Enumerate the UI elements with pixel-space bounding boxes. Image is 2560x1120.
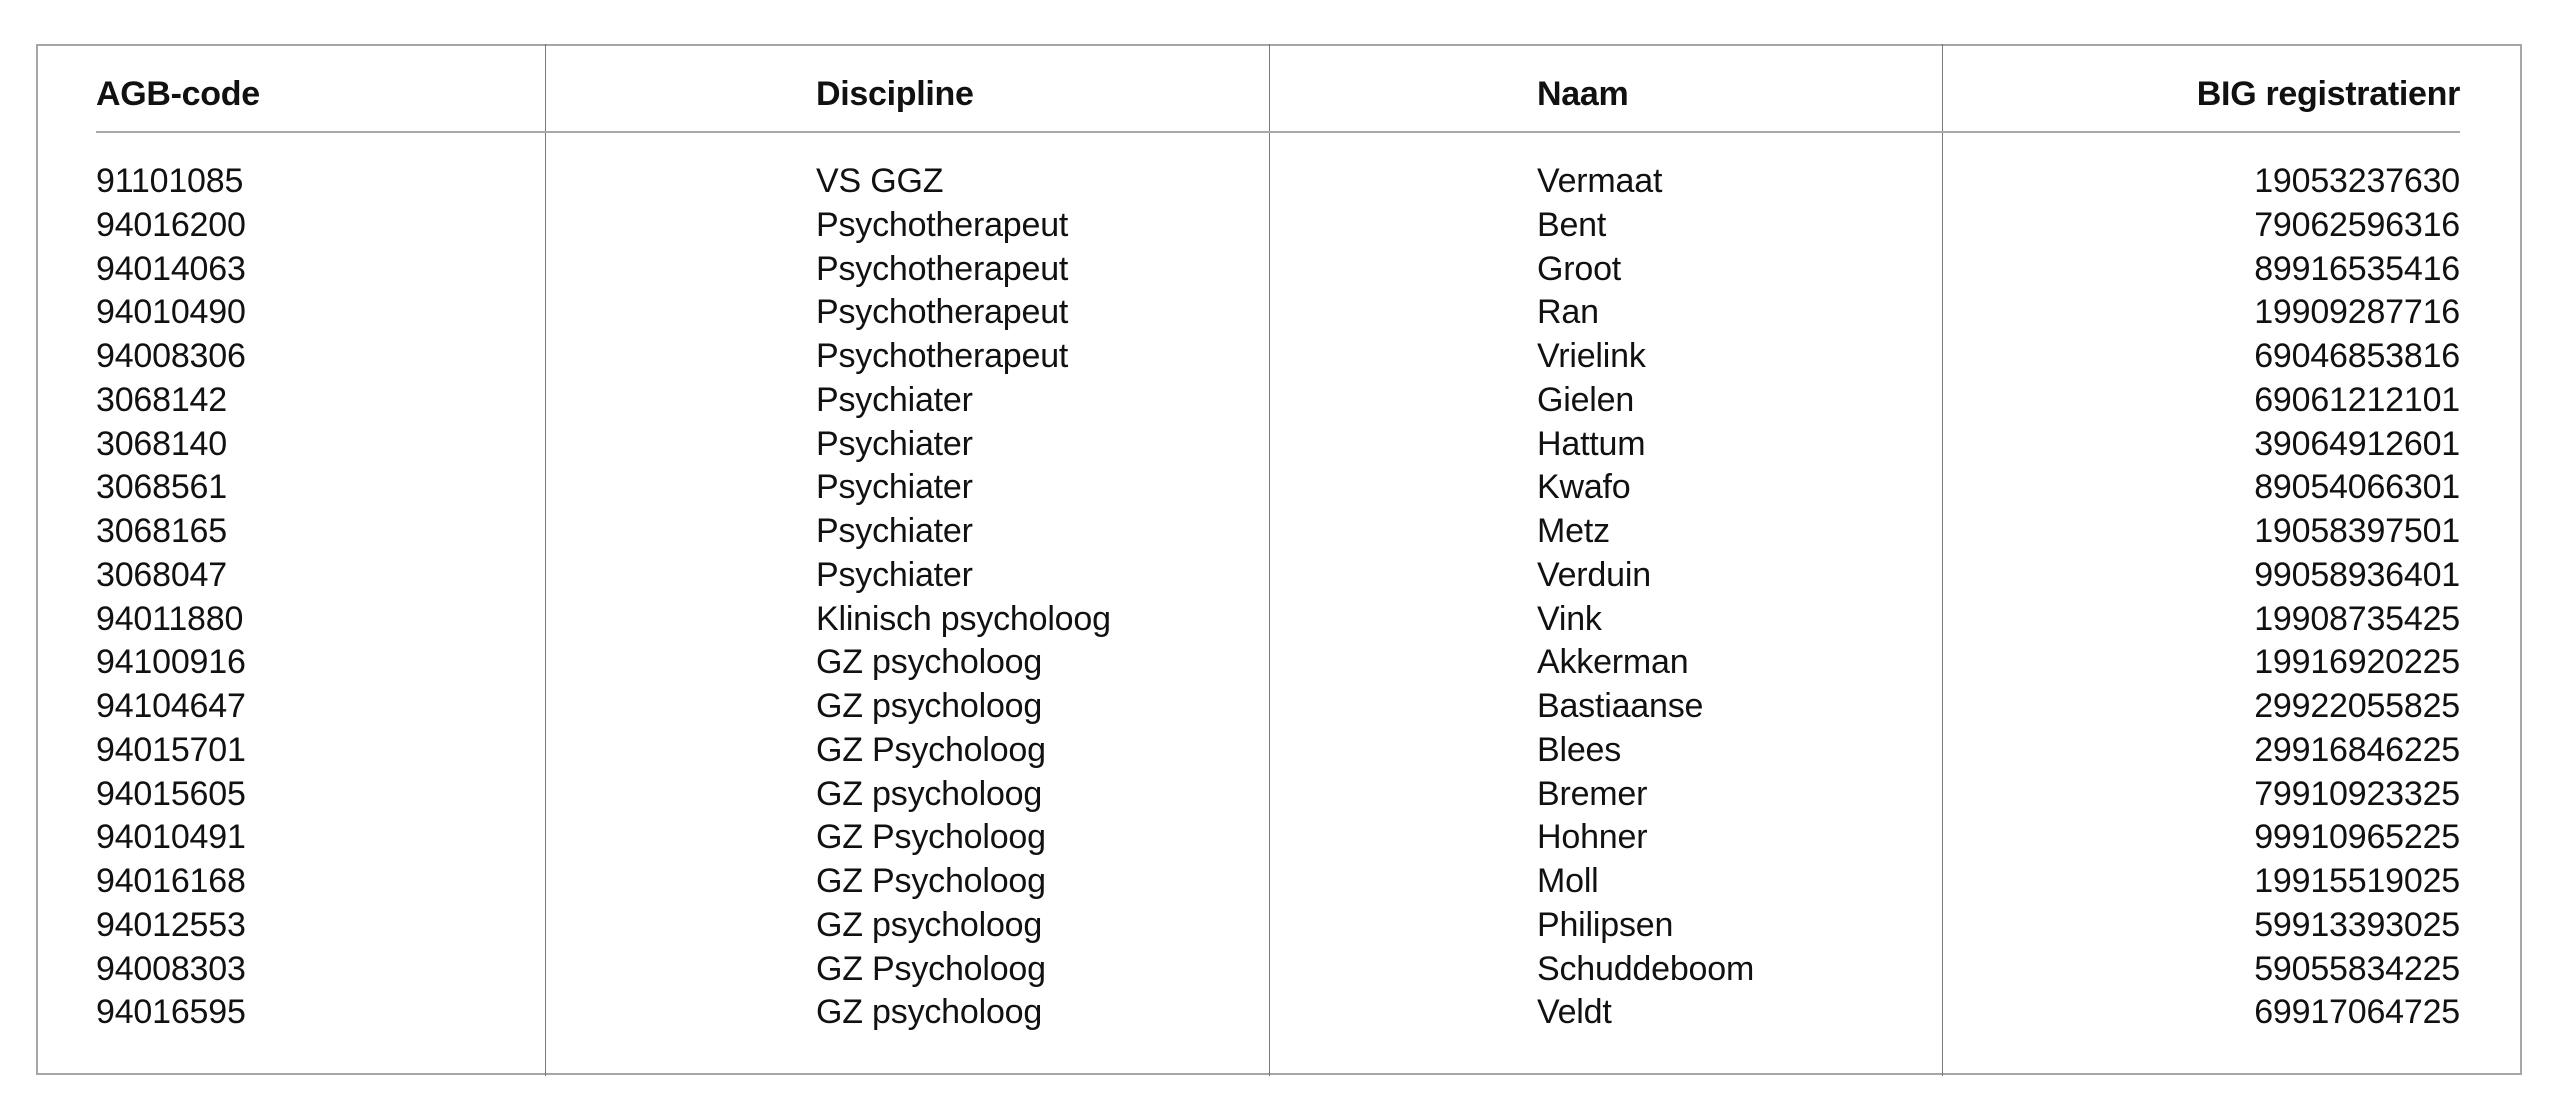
big-registratienr-cell: 59913393025 — [2254, 905, 2460, 944]
discipline-cell: GZ psycholoog — [816, 774, 1043, 813]
big-registratienr-cell: 59055834225 — [2254, 949, 2460, 988]
naam-cell: Veldt — [1537, 993, 1612, 1032]
discipline-cell: GZ Psycholoog — [816, 818, 1046, 857]
big-registratienr-cell: 19909287716 — [2254, 293, 2460, 332]
discipline-cell: Psychiater — [816, 380, 973, 419]
discipline-cell: Psychiater — [816, 555, 973, 594]
naam-cell: Ran — [1537, 293, 1599, 332]
column-divider-2 — [1269, 44, 1270, 1076]
agb-code-cell: 94011880 — [96, 599, 244, 638]
naam-cell: Vermaat — [1537, 162, 1663, 200]
agb-code-cell: 3068165 — [96, 512, 227, 550]
big-registratienr-cell: 19916920225 — [2254, 643, 2460, 682]
naam-cell: Blees — [1537, 730, 1622, 769]
discipline-cell: Psychotherapeut — [816, 337, 1069, 375]
agb-code-cell: 94104647 — [96, 687, 246, 725]
big-registratienr-cell: 29922055825 — [2254, 687, 2460, 725]
agb-code-cell: 94015701 — [96, 730, 246, 769]
naam-cell: Verduin — [1537, 555, 1651, 594]
discipline-cell: GZ psycholoog — [816, 687, 1043, 725]
naam-cell: Metz — [1537, 512, 1610, 550]
header-naam: Naam — [1537, 75, 1629, 113]
discipline-cell: GZ psycholoog — [816, 993, 1043, 1032]
big-registratienr-cell: 99910965225 — [2254, 818, 2460, 857]
big-registratienr-cell: 69061212101 — [2254, 380, 2460, 419]
agb-code-cell: 94008303 — [96, 949, 246, 988]
column-divider-1 — [545, 44, 546, 1076]
agb-code-cell: 94012553 — [96, 905, 246, 944]
agb-code-cell: 94014063 — [96, 249, 246, 288]
agb-code-cell: 94008306 — [96, 337, 246, 375]
header-agb-code: AGB-code — [96, 75, 260, 113]
discipline-cell: Psychotherapeut — [816, 205, 1069, 244]
discipline-cell: Klinisch psycholoog — [816, 599, 1111, 638]
naam-cell: Hohner — [1537, 818, 1648, 857]
big-registratienr-cell: 69046853816 — [2254, 337, 2460, 375]
column-divider-3 — [1942, 44, 1943, 1076]
big-registratienr-cell: 19915519025 — [2254, 862, 2460, 900]
column-big-registratienr — [1960, 160, 2460, 1035]
agb-code-cell: 94100916 — [96, 643, 246, 682]
agb-code-cell: 94010491 — [96, 818, 246, 857]
agb-code-cell: 3068561 — [96, 468, 227, 507]
agb-code-cell: 94016168 — [96, 862, 246, 900]
big-registratienr-cell: 69917064725 — [2254, 993, 2460, 1032]
discipline-cell: GZ Psycholoog — [816, 730, 1046, 769]
agb-code-cell: 94016595 — [96, 993, 246, 1032]
header-discipline: Discipline — [816, 75, 974, 113]
big-registratienr-cell: 39064912601 — [2254, 424, 2460, 463]
big-registratienr-cell: 29916846225 — [2254, 730, 2460, 769]
header-underline — [96, 131, 2460, 133]
discipline-cell: Psychotherapeut — [816, 293, 1069, 332]
big-registratienr-cell: 79910923325 — [2254, 774, 2460, 813]
naam-cell: Kwafo — [1537, 468, 1631, 507]
agb-code-cell: 94015605 — [96, 774, 246, 813]
naam-cell: Moll — [1537, 862, 1599, 900]
naam-cell: Vrielink — [1537, 337, 1646, 375]
naam-cell: Groot — [1537, 249, 1622, 288]
big-registratienr-cell: 99058936401 — [2254, 555, 2460, 594]
naam-cell: Bent — [1537, 205, 1607, 244]
agb-code-cell: 91101085 — [96, 162, 244, 200]
header-big-registratienr: BIG registratienr — [2196, 75, 2460, 113]
agb-code-cell: 3068047 — [96, 555, 227, 594]
naam-cell: Bremer — [1537, 774, 1648, 813]
column-agb-code — [96, 160, 516, 1035]
agb-code-cell: 94016200 — [96, 205, 246, 244]
agb-code-cell: 3068142 — [96, 380, 227, 419]
big-registratienr-cell: 19058397501 — [2254, 512, 2460, 550]
discipline-cell: GZ Psycholoog — [816, 949, 1046, 988]
big-registratienr-cell: 19908735425 — [2254, 599, 2460, 638]
column-naam — [1537, 160, 1937, 1035]
naam-cell: Schuddeboom — [1537, 949, 1755, 988]
discipline-cell: Psychiater — [816, 512, 973, 550]
big-registratienr-cell: 79062596316 — [2254, 205, 2460, 244]
big-registratienr-cell: 19053237630 — [2254, 162, 2460, 200]
big-registratienr-cell: 89916535416 — [2254, 249, 2460, 288]
naam-cell: Gielen — [1537, 380, 1635, 419]
agb-code-cell: 94010490 — [96, 293, 246, 332]
agb-code-cell: 3068140 — [96, 424, 227, 463]
naam-cell: Philipsen — [1537, 905, 1674, 944]
discipline-cell: GZ psycholoog — [816, 905, 1043, 944]
discipline-cell: GZ psycholoog — [816, 643, 1043, 682]
discipline-cell: Psychotherapeut — [816, 249, 1069, 288]
naam-cell: Vink — [1537, 599, 1602, 638]
discipline-cell: Psychiater — [816, 424, 973, 463]
discipline-cell: GZ Psycholoog — [816, 862, 1046, 900]
column-discipline — [816, 160, 1256, 1035]
naam-cell: Hattum — [1537, 424, 1646, 463]
big-registratienr-cell: 89054066301 — [2254, 468, 2460, 507]
discipline-cell: VS GGZ — [816, 162, 944, 200]
naam-cell: Bastiaanse — [1537, 687, 1704, 725]
naam-cell: Akkerman — [1537, 643, 1689, 682]
discipline-cell: Psychiater — [816, 468, 973, 507]
